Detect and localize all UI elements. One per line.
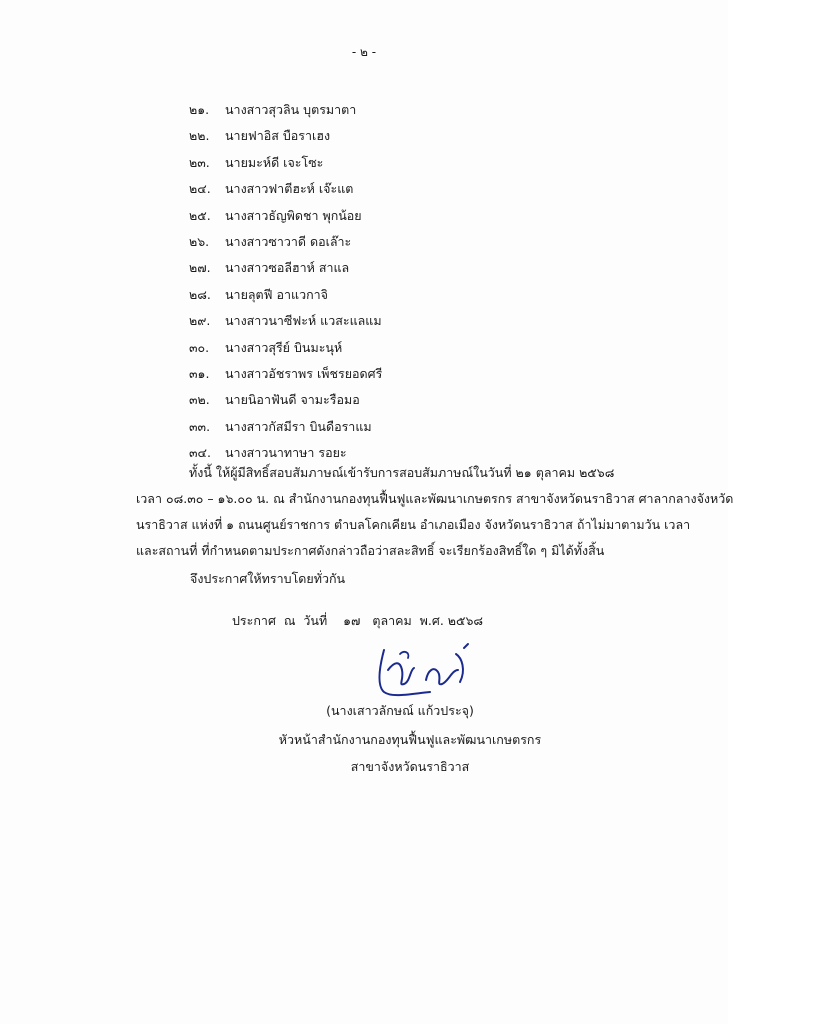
list-item-number: ๒๓. <box>189 154 210 170</box>
signer-name: (นางเสาวลักษณ์ แก้วประจุ) <box>326 703 474 718</box>
list-item-number: ๒๔. <box>189 181 211 197</box>
name-list-item <box>189 361 382 387</box>
list-item-number: ๒๗. <box>189 260 211 276</box>
name-list-item <box>189 255 382 281</box>
list-item-name: นางสาวสุรีย์ บินมะนุห์ <box>225 339 343 355</box>
page-number: - ๒ - <box>351 45 377 59</box>
list-item-name: นางสาวซาวาดี ดอเล๊าะ <box>225 233 352 249</box>
name-list-item <box>189 176 382 202</box>
list-item-name: นางสาวซอลีฮาห์ สาแล <box>225 260 350 276</box>
signer-title: หัวหน้าสำนักงานกองทุนฟื้นฟูและพัฒนาเกษตรกร <box>278 732 542 747</box>
paragraph-line-3: นราธิวาส แห่งที่ ๑ ถนนศูนย์ราชการ ตำบลโคกเคียน อำเภอเมือง จังหวัดนราธิวาส ถ้าไม่มาตามวัน เวลา <box>136 517 691 532</box>
list-item-number: ๓๑. <box>189 365 210 381</box>
list-item-number: ๓๔. <box>189 445 211 461</box>
name-list-item <box>189 150 382 176</box>
list-item-number: ๒๕. <box>189 207 211 223</box>
list-item-name: นางสาวกัสมีรา บินดือราแม <box>225 418 372 434</box>
list-item-number: ๒๖. <box>189 233 210 249</box>
name-list-item <box>189 123 382 149</box>
name-list-item <box>189 229 382 255</box>
name-list-item <box>189 414 382 440</box>
paragraph-line-1: ทั้งนี้ ให้ผู้มีสิทธิ์สอบสัมภาษณ์เข้ารับการสอบสัมภาษณ์ในวันที่ ๒๑ ตุลาคม ๒๕๖๘ <box>189 465 615 480</box>
signer-organization: สาขาจังหวัดนราธิวาส <box>350 759 470 774</box>
list-item-name: นายลุตฟี อาแวกาจิ <box>225 286 329 302</box>
list-item-number: ๓๓. <box>189 418 211 434</box>
list-item-name: นางสาวนาซีฟะห์ แวสะแลแม <box>225 313 382 329</box>
list-item-name: นายมะห์ดี เจะโซะ <box>225 154 324 170</box>
name-list-item <box>189 387 382 413</box>
name-list-item <box>189 308 382 334</box>
list-item-number: ๒๒. <box>189 128 210 144</box>
name-list-item <box>189 203 382 229</box>
list-item-name: นางสาวฟาตีฮะห์ เจ๊ะแต <box>225 181 354 197</box>
name-list-item <box>189 97 382 123</box>
list-item-number: ๒๘. <box>189 286 211 302</box>
list-item-name: นายนิอาฟันดี จามะรือมอ <box>225 392 360 408</box>
candidate-name-list <box>189 97 382 466</box>
announcement-date: ประกาศ ณ วันที่ ๑๗ ตุลาคม พ.ศ. ๒๕๖๘ <box>232 613 484 628</box>
list-item-number: ๓๐. <box>189 339 210 355</box>
list-item-name: นางสาวอัชราพร เพ็ชรยอดศรี <box>225 365 383 381</box>
list-item-name: นางสาวนาทาษา รอยะ <box>225 445 347 461</box>
handwritten-signature <box>370 640 480 700</box>
list-item-name: นางสาวสุวลิน บุตรมาตา <box>225 102 357 117</box>
name-list-item <box>189 335 382 361</box>
announcement-text: จึงประกาศให้ทราบโดยทั่วกัน <box>190 571 346 586</box>
list-item-name: นายฟาอิส บือราเฮง <box>225 128 331 144</box>
list-item-number: ๒๙. <box>189 313 211 329</box>
list-item-number: ๒๑. <box>189 102 210 117</box>
list-item-number: ๓๒. <box>189 392 210 408</box>
name-list-item <box>189 282 382 308</box>
paragraph-line-2: เวลา ๐๘.๓๐ – ๑๖.๐๐ น. ณ สำนักงานกองทุนฟื้นฟูและพัฒนาเกษตรกร สาขาจังหวัดนราธิวาส ศาลากลางจังหวัด <box>136 491 734 506</box>
paragraph-line-4: และสถานที่ ที่กำหนดตามประกาศดังกล่าวถือว่าสละสิทธิ์ จะเรียกร้องสิทธิ์ใด ๆ มิได้ทั้งสิ้น <box>136 543 605 558</box>
list-item-name: นางสาวธัญพิดชา พุกน้อย <box>225 207 362 223</box>
